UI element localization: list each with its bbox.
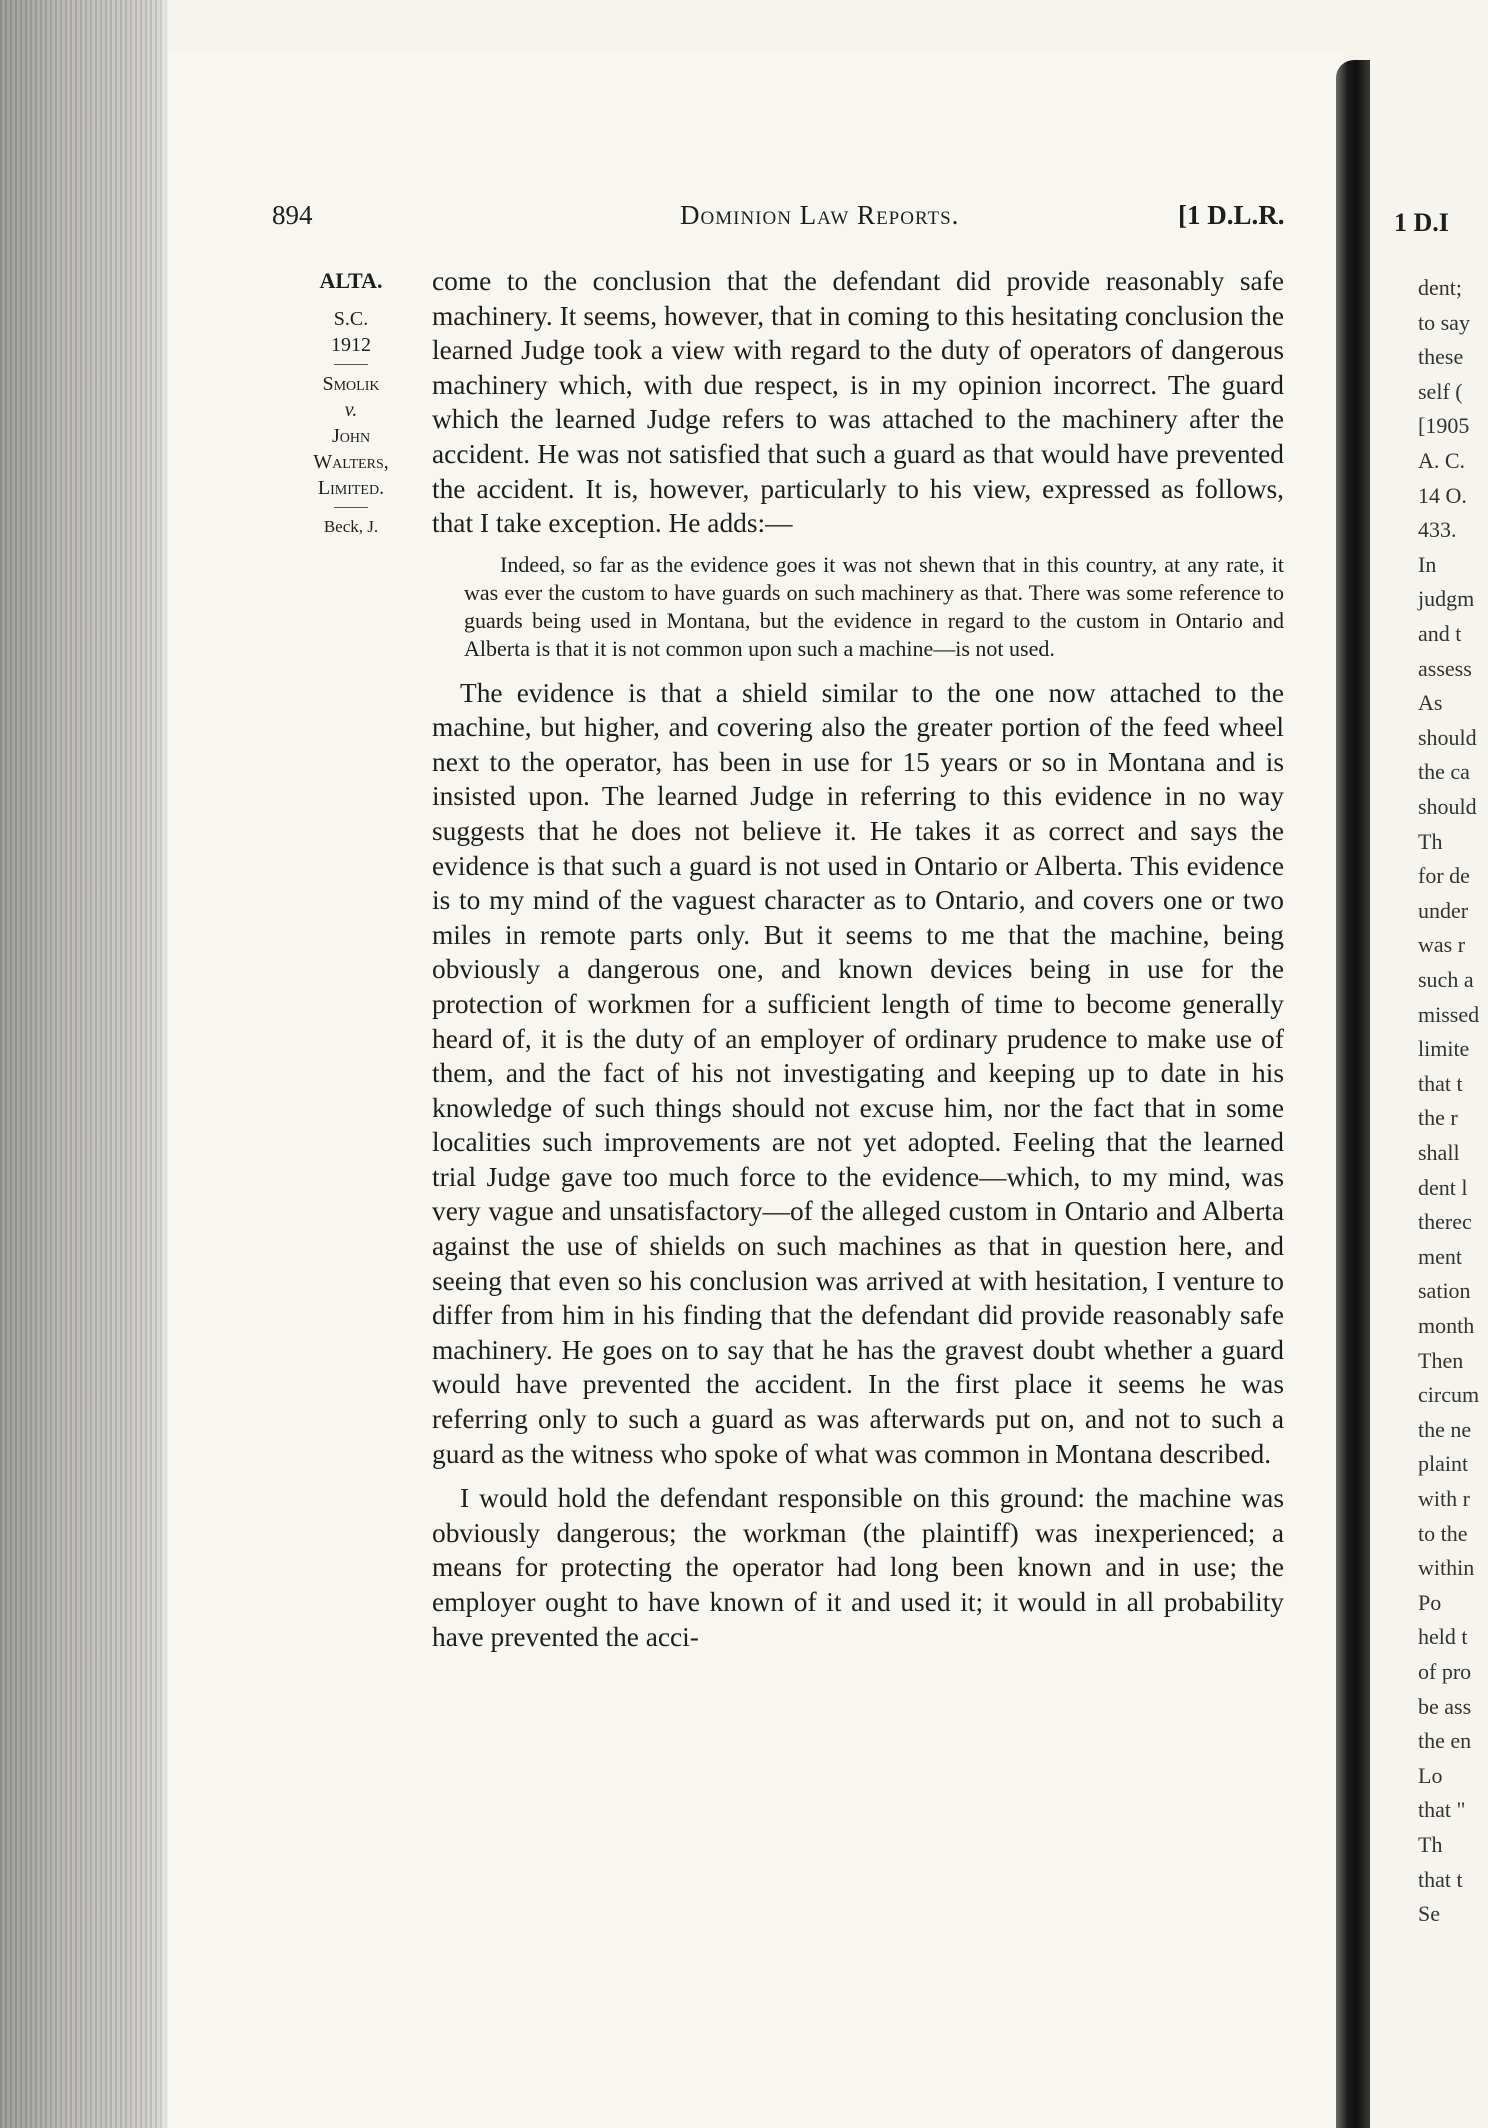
facing-page-line: the en <box>1418 1728 1472 1754</box>
margin-divider <box>334 507 368 508</box>
facing-page-line: 14 O. <box>1418 482 1467 508</box>
paragraph: come to the conclusion that the defendant did provide reasonably safe machinery. It seems, however, that in coming to this hesitating conclusion the learned Judge took a view with regard to the duty of operators of dangerous machinery which, with due respect, is in my opinion incorrect. The guard which the learned Judge refers to was attached to the machinery after the accident. He was not satisfied that such a guard as that would have prevented the accident. It is, however, particularly to his view, expressed as follows, that I take exception. He adds:— <box>432 266 1284 539</box>
case-party-defendant-line3: Limited. <box>317 477 385 499</box>
facing-page-line: dent; <box>1418 275 1462 300</box>
facing-page-line: of pro <box>1418 1659 1472 1684</box>
facing-page-line: Lo <box>1418 1762 1443 1788</box>
case-versus: v. <box>344 399 358 421</box>
facing-page-line: and t <box>1418 621 1462 646</box>
running-title: Dominion Law Reports. <box>680 200 960 230</box>
facing-page-line: these <box>1418 344 1464 370</box>
facing-page-line: that t <box>1418 1866 1463 1892</box>
facing-page-line: for de <box>1418 863 1470 889</box>
facing-page-line: Po <box>1418 1589 1442 1615</box>
facing-page-line: under <box>1418 897 1469 923</box>
facing-page-line: missed <box>1418 1001 1480 1027</box>
province-label: ALTA. <box>319 268 383 293</box>
facing-page-line: was r <box>1418 932 1466 958</box>
case-margin-note <box>292 268 410 540</box>
book-page-edges <box>0 0 168 2128</box>
facing-page-line: to the <box>1418 1520 1468 1546</box>
facing-page-header: 1 D.I <box>1394 208 1449 237</box>
facing-page-line: self ( <box>1418 378 1463 404</box>
facing-page-line: the r <box>1418 1105 1458 1131</box>
case-party-plaintiff: Smolik <box>322 373 380 395</box>
facing-page-line: In <box>1418 551 1437 577</box>
facing-page-line: 433. <box>1418 517 1457 543</box>
facing-page-line: ment <box>1418 1243 1462 1269</box>
facing-page-line: held t <box>1418 1624 1468 1650</box>
facing-page-line: judgm <box>1418 586 1475 612</box>
facing-page-line: should <box>1418 724 1477 750</box>
facing-page-line: with r <box>1418 1486 1470 1511</box>
judgment-text <box>432 264 1284 1654</box>
judge-label: Beck, J. <box>323 517 379 536</box>
facing-page-line: Th <box>1418 828 1443 854</box>
facing-page-line: dent l <box>1418 1174 1468 1200</box>
facing-page-line: therec <box>1418 1209 1472 1235</box>
facing-page-fragment <box>1370 40 1488 2128</box>
facing-page-line: [1905 <box>1418 413 1470 439</box>
book-gutter <box>1336 60 1370 2128</box>
paragraph: I would hold the defendant responsible on this ground: the machine was obviously dangerous; the workman (the plaintiff) was inexperienced; a means for protecting the operator had long been known and in use; the employer ought to have known of it and used it; it would in all probability have prevented the acci- <box>432 1483 1284 1652</box>
facing-page-line: month <box>1418 1313 1475 1338</box>
facing-page-line: Se <box>1418 1901 1440 1927</box>
court-label: S.C. <box>333 308 369 330</box>
facing-page-line: the ne <box>1418 1416 1472 1442</box>
facing-page-line: assess <box>1418 655 1472 681</box>
margin-divider <box>334 364 368 365</box>
facing-page-line: be ass <box>1418 1693 1472 1719</box>
facing-page-line: circum <box>1418 1382 1480 1408</box>
volume-reference: [1 D.L.R. <box>1178 200 1285 230</box>
facing-page-line: Th <box>1418 1832 1443 1857</box>
facing-page-line: within <box>1418 1555 1475 1581</box>
facing-page-line: should <box>1418 794 1477 819</box>
block-quote: Indeed, so far as the evidence goes it was not shewn that in this country, at any rate, it was ever the custom to have guards on such machinery as that. There was some reference to guards being used in Montana, but the evidence in regard to the custom in Ontario and Alberta is that it is not common upon such a machine—is not used. <box>464 551 1284 662</box>
facing-page-line: limite <box>1418 1036 1470 1062</box>
facing-page-line: shall <box>1418 1140 1460 1165</box>
case-party-defendant-line2: Walters, <box>313 451 389 473</box>
year-label: 1912 <box>331 334 371 356</box>
facing-page-line: As <box>1418 690 1443 716</box>
facing-page-line: the ca <box>1418 759 1470 785</box>
case-party-defendant-line1: John <box>331 425 371 447</box>
facing-page-line: A. C. <box>1418 448 1466 473</box>
facing-page-line: sation <box>1418 1278 1471 1304</box>
page-number: 894 <box>272 200 313 230</box>
facing-page-line: such a <box>1418 967 1474 992</box>
facing-page-line: to say <box>1418 309 1470 335</box>
paragraph: The evidence is that a shield similar to the one now attached to the machine, but higher, and covering also the greater portion of the feed wheel next to the operator, has been in use for 15 years or so in Montana and is insisted upon. The learned Judge in referring to this evidence in no way suggests that he does not believe it. He takes it as correct and says the evidence is that such a guard is not used in Ontario or Alberta. This evidence is to my mind of the vaguest character as to Ontario, and covers one or two miles in remote parts only. But it seems to me that the machine, being obviously a dangerous one, and known devices being in use for the protection of workmen for a sufficient length of time to become generally heard of, it is the duty of an employer of ordinary prudence to make use of them, and the fact of his not investigating and keeping up to date in his knowledge of such things should not excuse him, nor the fact that in some localities such improvements are not yet adopted. Feeling that the learned trial Judge gave too much force to the evidence—which, to my mind, was very vague and unsatisfactory—of the alleged custom in Ontario and Alberta against the use of shields on such machines as that in question here, and seeing that even so his conclusion was arrived at with hesitation, I venture to differ from him in his finding that the defendant did provide reasonably safe machinery. He goes on to say that he has the gravest doubt whether a guard would have prevented the accident. In the first place it seems he was referring only to such a guard as was afterwards put on, and not to such a guard as the witness who spoke of what was common in Montana described. <box>432 677 1284 1469</box>
facing-page-line: that t <box>1418 1070 1463 1096</box>
facing-page-line: Then <box>1418 1347 1464 1373</box>
facing-page-line: that " <box>1418 1797 1466 1823</box>
facing-page-line: plaint <box>1418 1451 1469 1477</box>
